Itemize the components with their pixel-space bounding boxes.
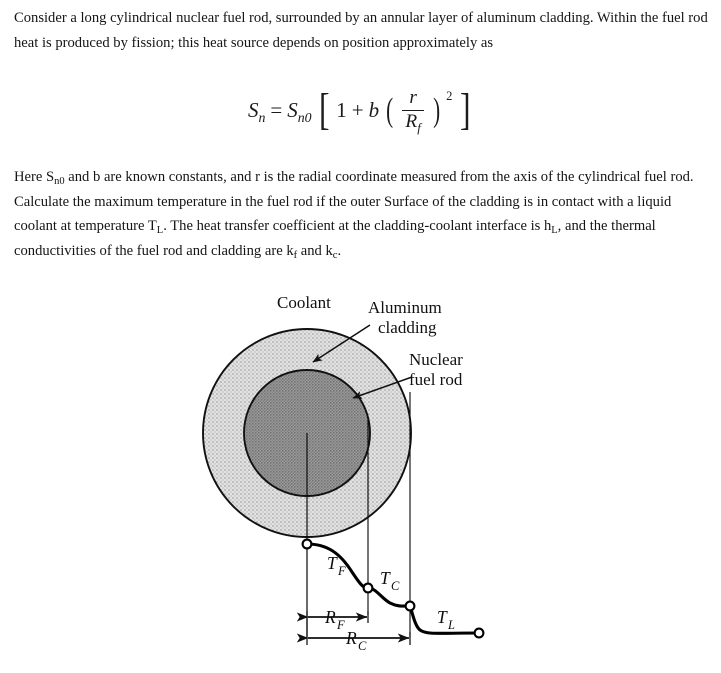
- body-sub-kf: f: [293, 249, 298, 261]
- curve-label-tf-sub: F: [338, 564, 346, 578]
- equation-coefficient-b: b: [368, 97, 380, 122]
- equation-equals-sign: =: [270, 97, 283, 122]
- problem-statement-intro: [14, 6, 708, 55]
- intro-text: Consider a long cylindrical nuclear fuel rod, surrounded by an annular layer of aluminum cladding. Within the fuel rod heat is produced by fission; this heat source depends on position approximately as: [14, 10, 708, 51]
- body-sub-kc: c: [332, 249, 338, 261]
- label-aluminum-cladding-line2: cladding: [378, 318, 437, 337]
- body-text: [14, 165, 708, 263]
- source-equation: [0, 85, 721, 135]
- curve-node-bulk-coolant: [475, 629, 484, 638]
- curve-label-tl-symbol: T: [437, 607, 447, 627]
- bracket-open: [: [318, 85, 330, 135]
- body-seg-3: . The heat transfer coefficient at the cladding-coolant interface is h: [163, 218, 552, 234]
- curve-segment-cladding: [368, 588, 410, 606]
- dimension-rf-symbol: R: [325, 607, 336, 627]
- curve-label-tc-sub: C: [391, 579, 400, 593]
- equation-rhs-prefactor: $S_{n0}$: [287, 97, 312, 125]
- curve-label-tf: [327, 553, 346, 578]
- curve-label-tl-sub: L: [448, 618, 455, 632]
- curve-node-center: [303, 540, 312, 549]
- body-seg-1: Here S: [14, 169, 55, 185]
- label-nuclear-fuel-rod-line2: fuel rod: [409, 370, 463, 389]
- curve-label-tf-symbol: T: [327, 553, 337, 573]
- equation-plus-sign: +: [351, 97, 364, 122]
- equation-inner: [247, 85, 473, 135]
- dimension-rf-sub: F: [337, 618, 345, 632]
- curve-label-tl: [437, 607, 455, 632]
- body-seg-2: and b are known constants, and r is the radial coordinate measured from the axis of the cylindrical fuel rod. Calculate the maximum temperature in the fuel rod if the outer Surface of the cladding is in contact with a liquid coolant at temperature T: [14, 169, 694, 234]
- curve-label-tc: [380, 568, 400, 593]
- label-aluminum-cladding-line1: Aluminum: [368, 298, 442, 317]
- fuel-rod-figure: [0, 285, 721, 673]
- problem-statement-body: [14, 165, 708, 263]
- fraction-numerator: r: [409, 87, 417, 108]
- equation-term-one: 1: [336, 97, 347, 122]
- body-seg-5: and k: [297, 242, 333, 259]
- curve-label-tc-symbol: T: [380, 568, 390, 588]
- dimension-rc: [308, 628, 409, 653]
- body-sub-hl: L: [551, 224, 558, 236]
- curve-node-cladding-surface: [406, 602, 415, 611]
- paren-open: (: [386, 91, 394, 129]
- bracket-close: ]: [460, 85, 471, 135]
- body-seg-6: .: [337, 242, 342, 259]
- equation-exponent: 2: [446, 88, 453, 103]
- body-sub-sn0: n0: [54, 175, 65, 187]
- dimension-rc-symbol: R: [346, 628, 357, 648]
- body-seg-4: , and the thermal conductivities of the fuel rod and cladding are k: [14, 218, 656, 259]
- equation-fraction: [400, 88, 425, 133]
- dimension-rc-sub: C: [358, 639, 367, 653]
- body-sub-tl: L: [156, 224, 164, 236]
- label-coolant: Coolant: [277, 293, 331, 312]
- fraction-denominator: $R_f$: [402, 110, 423, 133]
- equation-lhs: $S_n$: [247, 97, 266, 125]
- curve-node-fuel-surface: [364, 584, 373, 593]
- paren-close: ): [432, 91, 440, 129]
- label-nuclear-fuel-rod-line1: Nuclear: [409, 350, 463, 369]
- dimension-rf: [308, 607, 367, 632]
